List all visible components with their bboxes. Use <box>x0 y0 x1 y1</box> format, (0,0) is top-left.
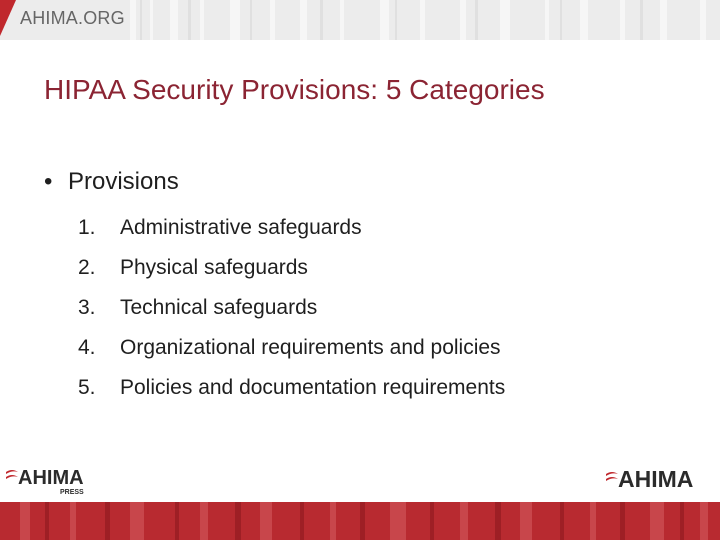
item-number: 3. <box>78 296 96 319</box>
item-text: Administrative safeguards <box>120 216 362 239</box>
bullet-dot-icon: • <box>44 168 53 195</box>
provisions-list <box>78 212 505 412</box>
list-item <box>78 332 505 372</box>
item-text: Physical safeguards <box>120 256 308 279</box>
site-url: AHIMA.ORG <box>20 8 125 28</box>
bottom-bar <box>0 502 720 540</box>
ahima-press-logo <box>4 460 96 496</box>
item-number: 1. <box>78 216 96 239</box>
item-number: 5. <box>78 376 96 399</box>
list-item <box>78 212 505 252</box>
item-number: 4. <box>78 336 96 359</box>
item-text: Organizational requirements and policies <box>120 336 501 359</box>
top-banner <box>0 0 720 40</box>
item-number: 2. <box>78 256 96 279</box>
list-item <box>78 372 505 412</box>
item-text: Technical safeguards <box>120 296 318 319</box>
logo-right-brand: AHIMA <box>618 466 694 492</box>
list-item <box>78 292 505 332</box>
slide-title: HIPAA Security Provisions: 5 Categories <box>44 74 545 105</box>
bullet-text: Provisions <box>68 168 179 195</box>
logo-left-brand: AHIMA <box>18 467 84 489</box>
ahima-logo <box>604 462 708 492</box>
list-item <box>78 252 505 292</box>
bullet-provisions <box>44 168 179 196</box>
item-text: Policies and documentation requirements <box>120 376 506 399</box>
red-corner-accent <box>0 0 16 36</box>
logo-left-sub: PRESS <box>60 489 84 496</box>
